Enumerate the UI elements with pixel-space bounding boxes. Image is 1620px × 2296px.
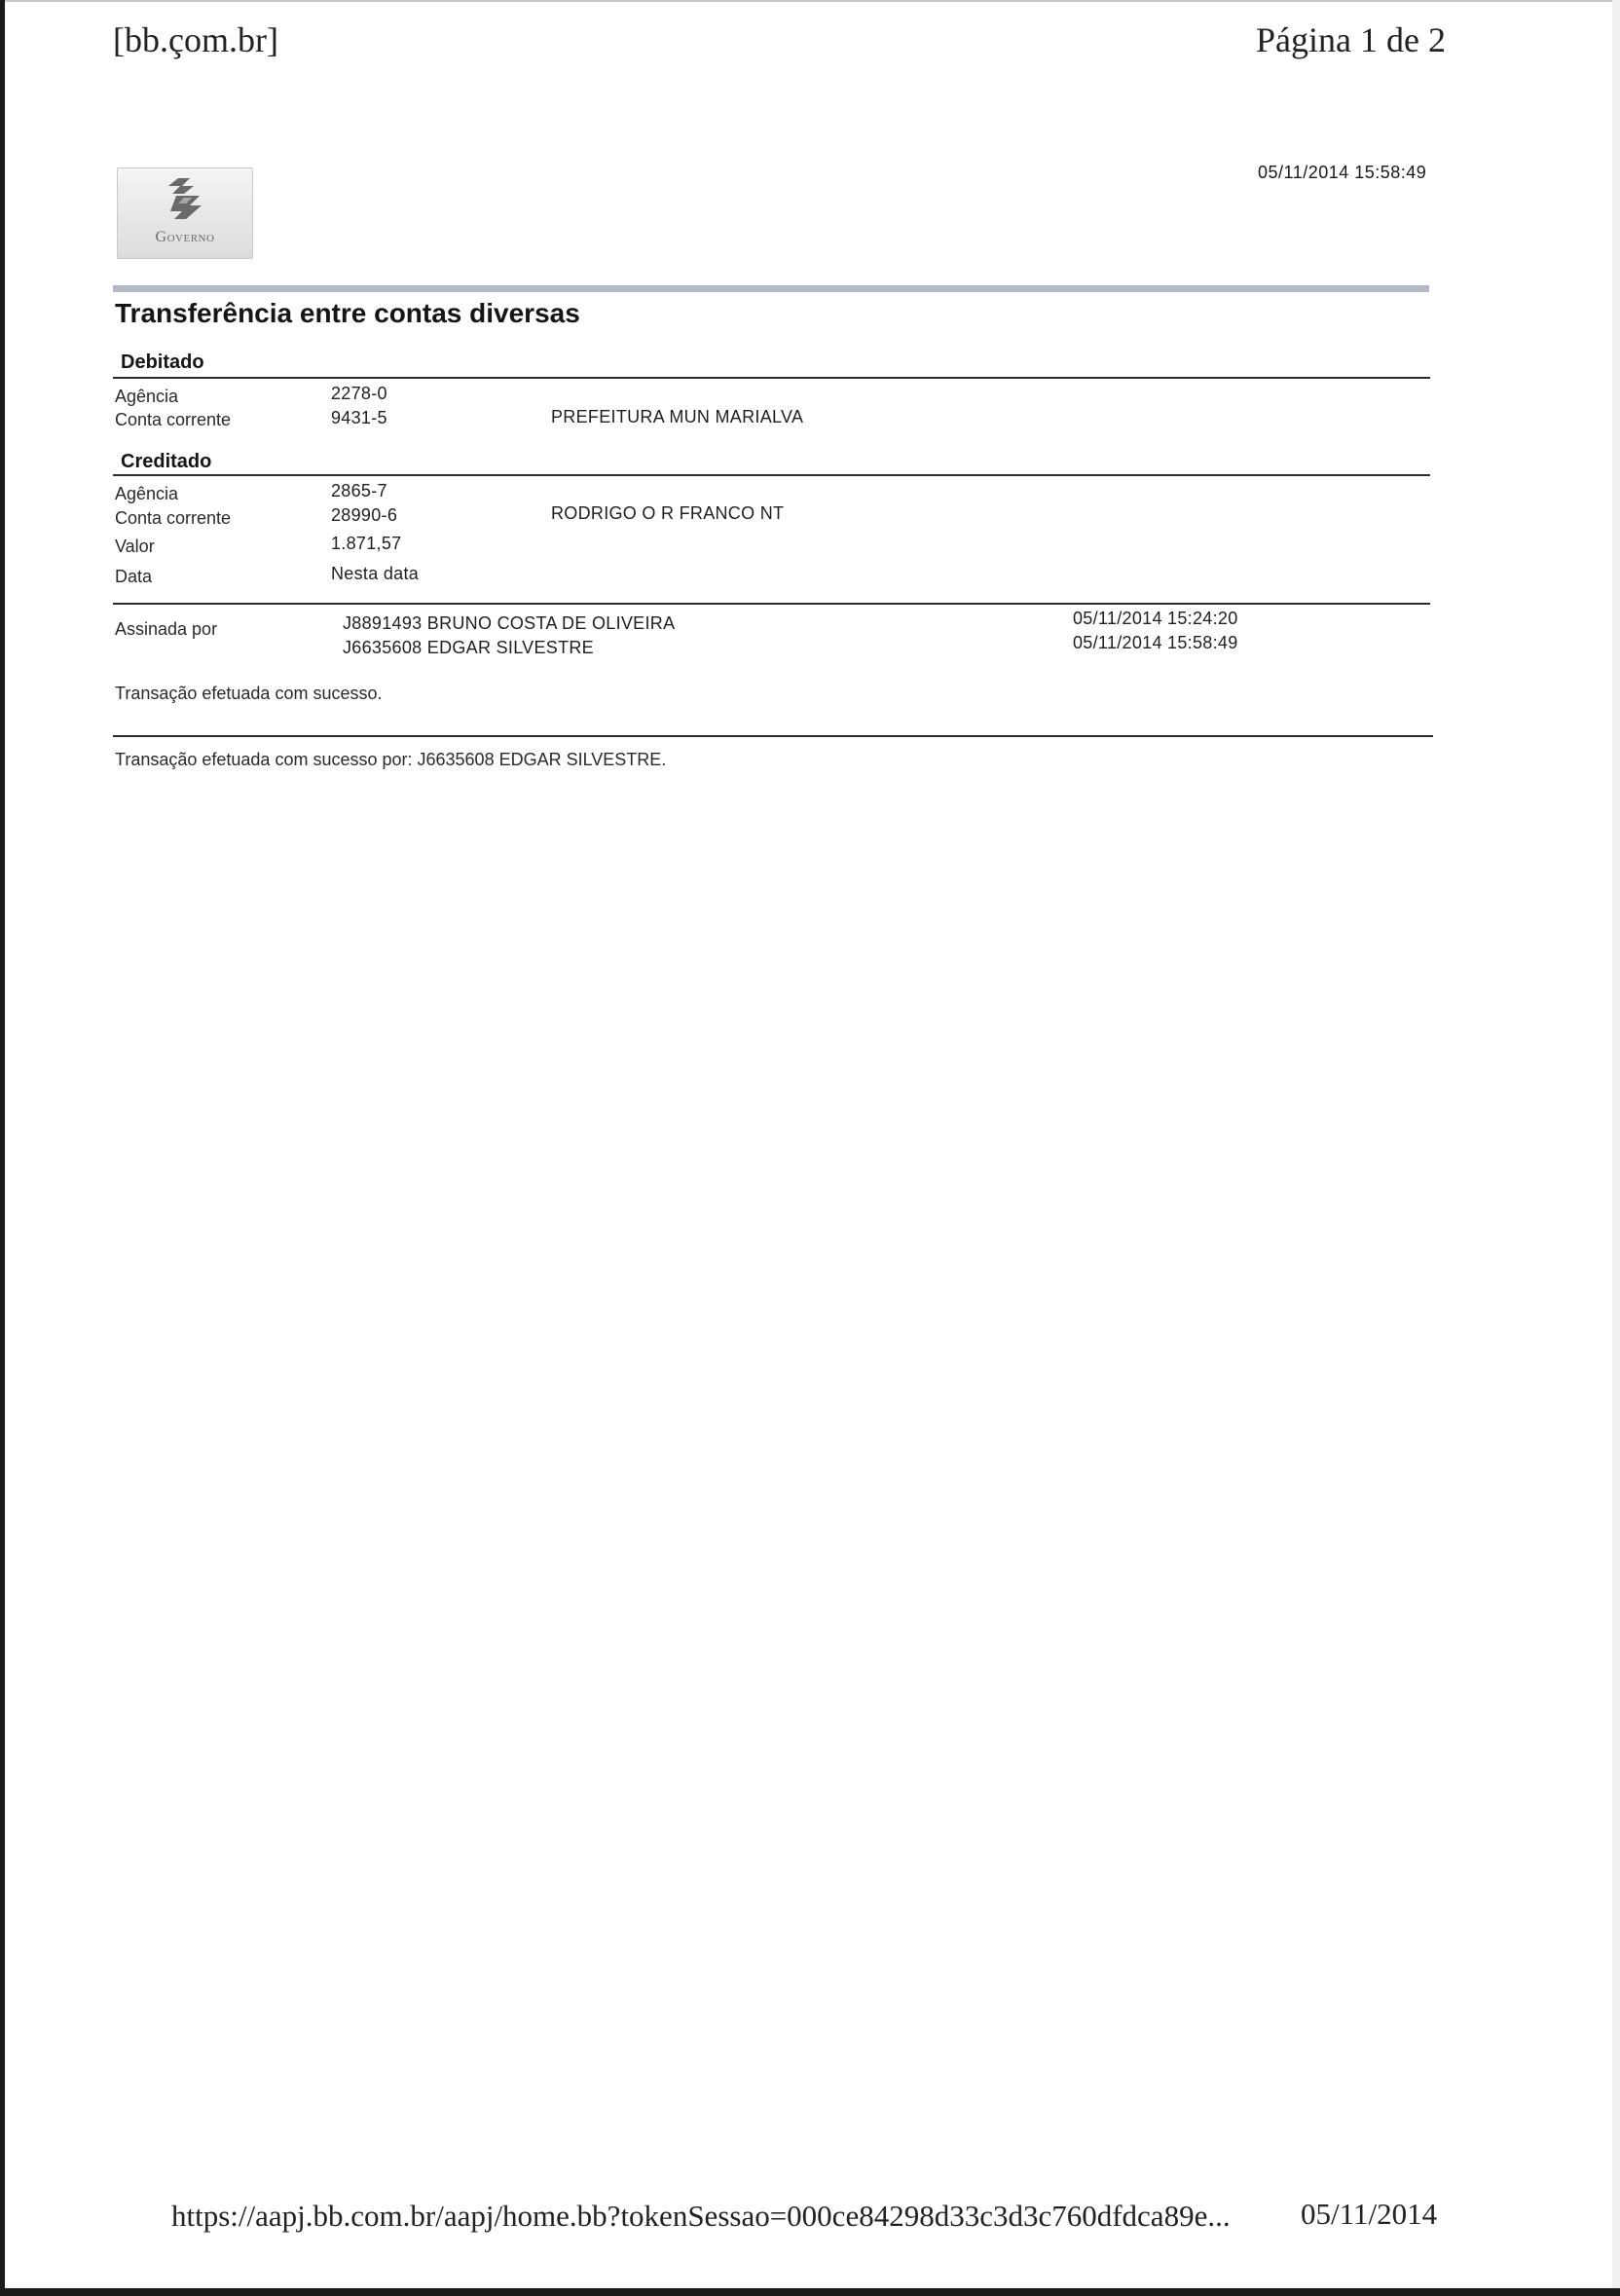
header-divider [113, 285, 1429, 292]
creditado-valor-value: 1.871,57 [331, 534, 402, 553]
scan-edge-right [1612, 0, 1620, 2296]
print-footer-url: https://aapj.bb.com.br/aapj/home.bb?tokenSessao=000ce84298d33c3d3c760dfdca89e... [171, 2199, 1231, 2233]
print-header-page-info: Página 1 de 2 [1256, 20, 1446, 59]
signer-timestamp: 05/11/2014 15:24:20 [1073, 609, 1238, 628]
creditado-data-label: Data [115, 567, 153, 586]
debitado-titular: PREFEITURA MUN MARIALVA [551, 407, 804, 426]
signer-name: J8891493 BRUNO COSTA DE OLIVEIRA [343, 613, 676, 633]
print-timestamp: 05/11/2014 15:58:49 [1258, 163, 1427, 182]
creditado-agencia-label: Agência [115, 484, 179, 503]
final-message: Transação efetuada com sucesso por: J6635608 EDGAR SILVESTRE. [115, 750, 667, 769]
scan-edge-top [0, 0, 1620, 2]
section-heading-debitado: Debitado [121, 352, 204, 373]
creditado-valor-label: Valor [115, 537, 155, 556]
assinada-por-label: Assinada por [115, 619, 218, 639]
logo-text: Governo [155, 229, 215, 245]
debitado-conta-label: Conta corrente [115, 410, 232, 429]
section-rule-assinaturas [113, 603, 1430, 605]
debitado-agencia-value: 2278-0 [331, 384, 387, 403]
debitado-agencia-label: Agência [115, 387, 179, 406]
signer-name: J6635608 EDGAR SILVESTRE [343, 638, 594, 657]
creditado-agencia-value: 2865-7 [331, 481, 387, 500]
status-message: Transação efetuada com sucesso. [115, 684, 383, 703]
creditado-conta-value: 28990-6 [331, 505, 398, 525]
final-divider [113, 735, 1433, 737]
signer-timestamp: 05/11/2014 15:58:49 [1073, 633, 1238, 652]
bank-logo [117, 167, 253, 259]
print-header-site: [bb.çom.br] [113, 20, 278, 59]
creditado-titular: RODRIGO O R FRANCO NT [551, 503, 785, 523]
section-heading-creditado: Creditado [121, 451, 212, 472]
scan-edge-bottom [0, 2288, 1620, 2296]
creditado-data-value: Nesta data [331, 564, 420, 583]
section-rule-creditado [113, 474, 1430, 476]
print-footer-date: 05/11/2014 [1301, 2197, 1438, 2231]
page-title: Transferência entre contas diversas [115, 298, 580, 328]
debitado-conta-value: 9431-5 [331, 408, 387, 427]
banco-do-brasil-logo-icon [161, 174, 209, 225]
section-rule-debitado [113, 377, 1430, 379]
creditado-conta-label: Conta corrente [115, 508, 232, 528]
scan-edge-left [0, 0, 5, 2296]
